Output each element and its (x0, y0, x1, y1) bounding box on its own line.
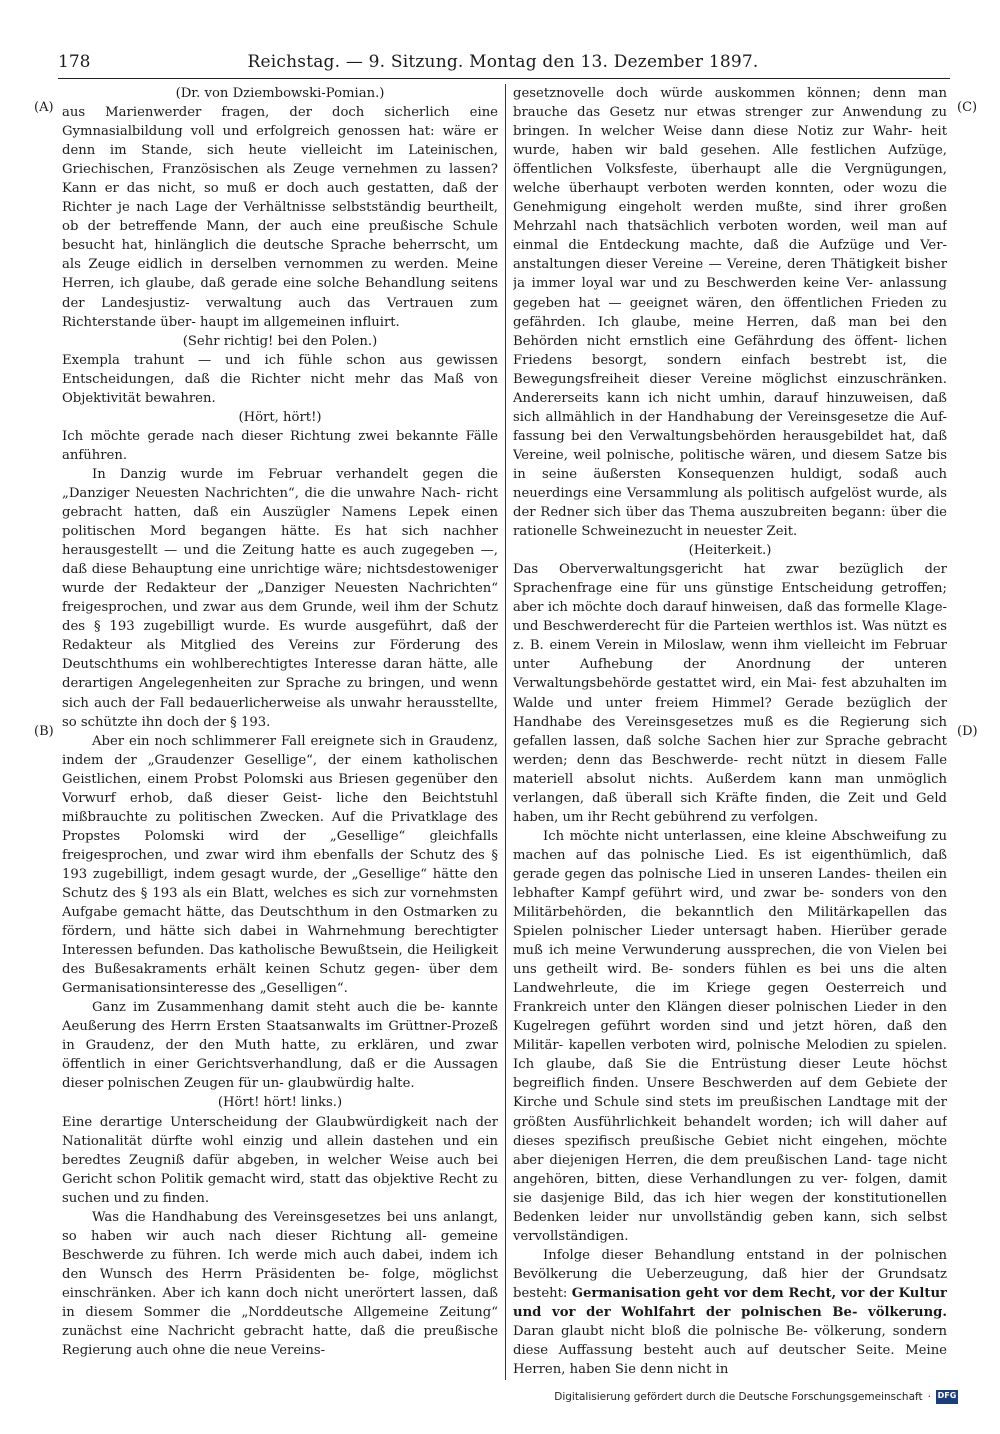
dfg-logo-icon: DFG (936, 1390, 958, 1404)
digitization-credit: Digitalisierung gefördert durch die Deutsche Forschungsgemeinschaft (554, 1391, 923, 1403)
paragraph-text: Daran glaubt nicht bloß die polnische Be- völkerung, sondern diese Auffassung besteht auch auf deutscher Seite. Meine Herren, haben Sie denn nicht in (513, 1324, 947, 1378)
interjection: (Hört! hört! links.) (217, 1095, 343, 1111)
margin-marker-d: (D) (957, 724, 978, 739)
page-header (58, 52, 948, 78)
separator-dot: · (927, 1391, 931, 1403)
margin-marker-a: (A) (34, 100, 54, 115)
paragraph: Was die Handhabung des Vereinsgesetzes bei uns anlangt, so haben wir auch nach dieser Richtung all- gemeine Beschwerde zu führen. Ich werde mich auch dabei, indem ich den Wunsch des Herrn Präsidenten be- folge, möglichst einschränken. Aber ich kann doch nicht unerörtert lassen, daß in diesem Sommer die „Norddeutsche Allgemeine Zeitung“ zunächst eine Nachricht gebracht hatte, daß die preußische Regierung auch ohne die neue Vereins- (62, 1209, 498, 1359)
right-column (513, 84, 947, 1384)
interjection: (Heiterkeit.) (688, 543, 772, 559)
interjection: (Sehr richtig! bei den Polen.) (182, 333, 378, 349)
margin-marker-b: (B) (34, 724, 54, 739)
paragraph: Exempla trahunt — und ich fühle schon aus gewissen Entscheidungen, daß die Richter nicht mehr das Maß von Objektivität bewahren. (62, 352, 498, 406)
paragraph: Ich möchte nicht unterlassen, eine kleine Abschweifung zu machen auf das polnische Lied. Es ist eigenthümlich, daß gerade gegen das polnische Lied in unseren Landes- theilen ein lebhafter Kampf geführt wird, und zwar be- sonders von den Militärbehörden, die bekanntlich den Militärkapellen das Spielen polnischer Lieder untersagt haben. Hierüber gerade muß ich meine Verwunderung aussprechen, die von Vielen bei uns getheilt wird. Be- sonders fühlen es bei uns die alten Landwehrleute, die im Kriege gegen Oesterreich und Frankreich unter den Klängen dieser polnischen Lieder in den Kugelregen geführt worden sind und jetzt hören, daß den Militär- kapellen verboten wird, polnische Melodien zu spielen. Ich glaube, daß Sie die Entrüstung dieser Leute höchst begreiflich finden. Unsere Beschwerden auf dem Gebiete der Kirche und Schule sind stets im preußischen Landtage mit der größten Ausführlichkeit behandelt worden; ich will daher auf dieses spezifisch preußische Gebiet nicht eingehen, möchte aber diejenigen Herren, die dem preußischen Land- tage nicht angehören, bitten, diese Verhandlungen zu ver- folgen, damit sie dasjenige Bild, das ich hier wegen der konstitutionellen Bedenken leider nur unvollständig geben kann, sich selbst vervollständigen. (513, 828, 947, 1244)
footer (554, 1390, 958, 1404)
running-title: Reichstag. — 9. Sitzung. Montag den 13. Dezember 1897. (247, 52, 759, 72)
paragraph: In Danzig wurde im Februar verhandelt gegen die „Danziger Neuesten Nachrichten“, die die unwahre Nach- richt gebracht hatten, daß ein Auszügler Namens Lepek einen politischen Mord begangen hätte. Es hat sich nachher herausgestellt — und die Zeitung hatte es auch zugegeben —, daß diese Behauptung eine unrichtige wäre; nichtsdestoweniger wurde der Redakteur der „Danziger Neuesten Nachrichten“ freigesprochen, und zwar aus dem Grunde, weil ihm der Schutz des § 193 zugebilligt wurde. Es wurde ausgeführt, daß der Redakteur als Mitglied des Vereins zur Förderung des Deutschthums ein wohlberechtigtes Interesse daran hätte, alle derartigen Angelegenheiten zur Sprache zu bringen, und wenn sich auch der Fall bedauerlicherweise als unwahr herausstellte, so schützte ihn doch der § 193. (62, 466, 498, 730)
paragraph (513, 1246, 947, 1379)
paragraph: Ganz im Zusammenhang damit steht auch die be- kannte Aeußerung des Herrn Ersten Staatsanwalts im Grüttner-Prozeß in Graudenz, der den Muth hatte, zu erklären, und zwar öffentlich in einer Gerichtsverhandlung, daß er die Aussagen dieser polnischen Zeugen für un- glaubwürdig halte. (62, 1000, 498, 1092)
left-column (62, 84, 498, 1384)
paragraph: gesetznovelle doch würde auskommen können; denn man brauche das Gesetz nur etwas strenger zur Anwendung zu bringen. In welcher Weise dann diese Notiz zur Wahr- heit wurde, haben wir bald gesehen. Alle festlichen Aufzüge, öffentlichen Volksfeste, überhaupt alle die Vergnügungen, welche überhaupt verboten werden konnten, oder wozu die Genehmigung eingeholt werden mußte, sind ihrer großen Mehrzahl nach thatsächlich verboten worden, weil man auf einmal die Entdeckung machte, daß die Aufzüge und Ver- anstaltungen dieser Vereine — Vereine, deren Thätigkeit bisher ja immer loyal war und zu Beschwerden keine Ver- anlassung gegeben hat — geeignet wären, den öffentlichen Frieden zu gefährden. Ich glaube, meine Herren, daß man bei den Behörden nicht ernstlich eine Gefährdung des öffent- lichen Friedens besorgt, sondern einfach bestrebt ist, die Bewegungsfreiheit dieser Vereine möglichst einzuschränken. Andererseits kann ich nicht umhin, darauf hinzuweisen, daß sich allmählich in der Handhabung der Vereinsgesetze die Auf- fassung bei den Verwaltungsbehörden herausgebildet hat, daß Vereine, weil polnische, politische wären, und diesem Satze bis in seine äußersten Konsequenzen huldigt, sodaß auch neuerdings eine Versammlung als politisch aufgelöst wurde, als der Redner sich über das Thema auszubreiten begann: über die rationelle Schweinezucht in neuester Zeit. (513, 86, 947, 540)
paragraph: Eine derartige Unterscheidung der Glaubwürdigkeit nach der Nationalität dürfte wohl einzig und allein dastehen und ein beredtes Zeugniß dafür abgeben, in welcher Weise auch bei Gericht schon Politik gemacht wird, statt das objektive Recht zu suchen und zu finden. (62, 1114, 498, 1206)
paragraph-text: Infolge dieser Behandlung entstand in der polnischen Bevölkerung die Ueberzeugung, daß hier der Grundsatz besteht: (513, 1247, 947, 1301)
column-divider (505, 84, 506, 1380)
interjection: (Dr. von Dziembowski-Pomian.) (175, 86, 385, 101)
emphasized-text: Germanisation geht vor dem Recht, vor der Kultur und vor der Wohlfahrt der polnischen Be- völkerung. (513, 1285, 947, 1320)
header-rule (58, 78, 950, 79)
paragraph: aus Marienwerder fragen, der doch sicherlich eine Gymnasialbildung voll und erfolgreich genossen hat: wäre er denn im Stande, sich heute vielleicht im Lateinischen, Griechischen, Französischen als Zeuge vernehmen zu lassen? Kann er das nicht, so muß er doch auch gestatten, daß der Richter je nach Lage der Verhältnisse selbstständig beurtheilt, ob der betreffende Mann, der auch eine preußische Schule besucht hat, hinlänglich die deutsche Sprache beherrscht, um als Zeuge eidlich in derselben vernommen zu werden. Meine Herren, ich glaube, daß gerade eine solche Behandlung seitens der Landesjustiz- verwaltung auch das Vertrauen zum Richterstande über- haupt im allgemeinen influirt. (62, 105, 498, 330)
paragraph: Aber ein noch schlimmerer Fall ereignete sich in Graudenz, indem der „Graudenzer Gesellige“, der einem katholischen Geistlichen, einem Probst Polomski aus Briesen gegenüber den Vorwurf erhob, daß dieser Geist- liche den Beichtstuhl mißbrauchte zu politischen Zwecken. Auf die Privatklage des Propstes Polomski wird der „Gesellige“ gleichfalls freigesprochen, und zwar wird ihm ebenfalls der Schutz des § 193 zugebilligt, indem gesagt wurde, der „Gesellige“ hätte den Schutz des § 193 als ein Blatt, welches es sich zur vornehmsten Aufgabe gemacht hätte, das Deutschthum in den Ostmarken zu fördern, und hätte sich dabei in Wahrnehmung berechtigter Interessen befunden. Das katholische Bewußtsein, die Heiligkeit des Bußesakraments erhält keinen Schutz gegen- über dem Germanisationsinteresse des „Geselligen“. (62, 733, 498, 997)
paragraph: Ich möchte gerade nach dieser Richtung zwei bekannte Fälle anführen. (62, 428, 498, 463)
paragraph: Das Oberverwaltungsgericht hat zwar bezüglich der Sprachenfrage eine für uns günstige Entscheidung getroffen; aber ich möchte doch darauf hinweisen, daß das formelle Klage- und Beschwerderecht für die Parteien werthlos ist. Was nützt es z. B. einem Verein in Miloslaw, wenn ihm vielleicht im Februar unter Aufhebung der Anordnung der unteren Verwaltungsbehörde gestattet wird, ein Mai- fest abzuhalten im Walde und unter freiem Himmel? Gerade bezüglich der Handhabe des Vereinsgesetzes muß es die Regierung sich gefallen lassen, daß solche Sachen hier zur Sprache gebracht werden; denn das Beschwerde- recht nützt in diesem Falle materiell absolut nichts. Außerdem kann man unmöglich verlangen, daß überall sich Kräfte finden, die Zeit und Geld haben, um ihr Recht gebührend zu verfolgen. (513, 562, 947, 825)
margin-marker-c: (C) (957, 100, 978, 115)
interjection: (Hört, hört!) (238, 409, 322, 425)
page-number: 178 (58, 52, 91, 72)
